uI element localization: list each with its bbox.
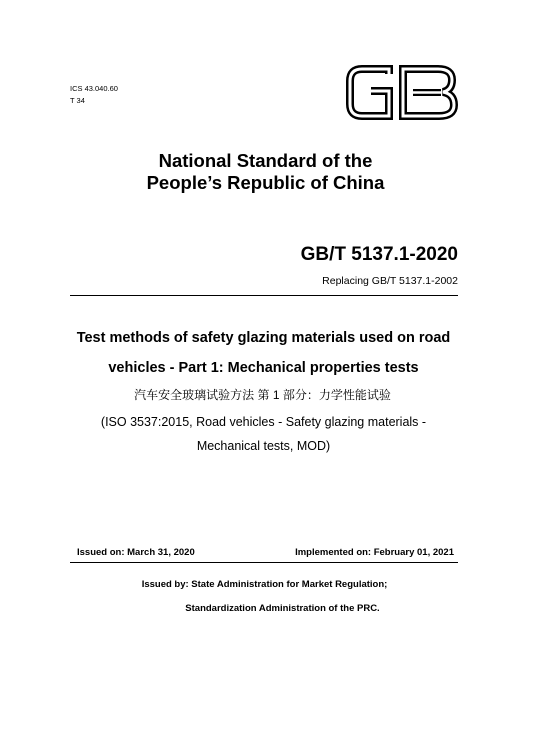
- top-divider: [70, 295, 458, 296]
- standard-number: GB/T 5137.1-2020: [300, 244, 458, 265]
- document-title-line-1: Test methods of safety glazing materials used on road: [76, 330, 451, 346]
- issuing-authority-line-2: Standardization Administration of the PRC.: [185, 603, 380, 614]
- issued-on-date: Issued on: March 31, 2020: [77, 547, 195, 558]
- chinese-title-text: 汽车安全玻璃试验方法 第 1 部分：力学性能试验: [134, 388, 391, 402]
- implemented-on-date: Implemented on: February 01, 2021: [295, 547, 454, 558]
- issuing-authority-line-1: Issued by: State Administration for Market Regulation;: [141, 579, 388, 590]
- ics-code: ICS 43.040.60: [70, 84, 118, 93]
- chinese-title: [0, 387, 545, 403]
- bottom-divider: [70, 562, 458, 563]
- document-title-line-2: vehicles - Part 1: Mechanical properties tests: [108, 360, 419, 376]
- national-title-line-1: National Standard of the: [158, 150, 373, 171]
- ccs-code: T 34: [70, 96, 85, 105]
- iso-reference: [0, 410, 545, 458]
- national-title-line-2: People’s Republic of China: [146, 172, 385, 193]
- iso-reference-line-2: Mechanical tests, MOD): [196, 439, 331, 453]
- classification-codes: [70, 83, 118, 107]
- national-standard-title: [0, 150, 545, 194]
- replacing-standard: Replacing GB/T 5137.1-2002: [322, 275, 458, 287]
- issuing-authority: [0, 573, 545, 621]
- document-title: [0, 323, 545, 383]
- gb-standard-logo: [345, 64, 460, 121]
- iso-reference-line-1: (ISO 3537:2015, Road vehicles - Safety glazing materials -: [100, 415, 427, 429]
